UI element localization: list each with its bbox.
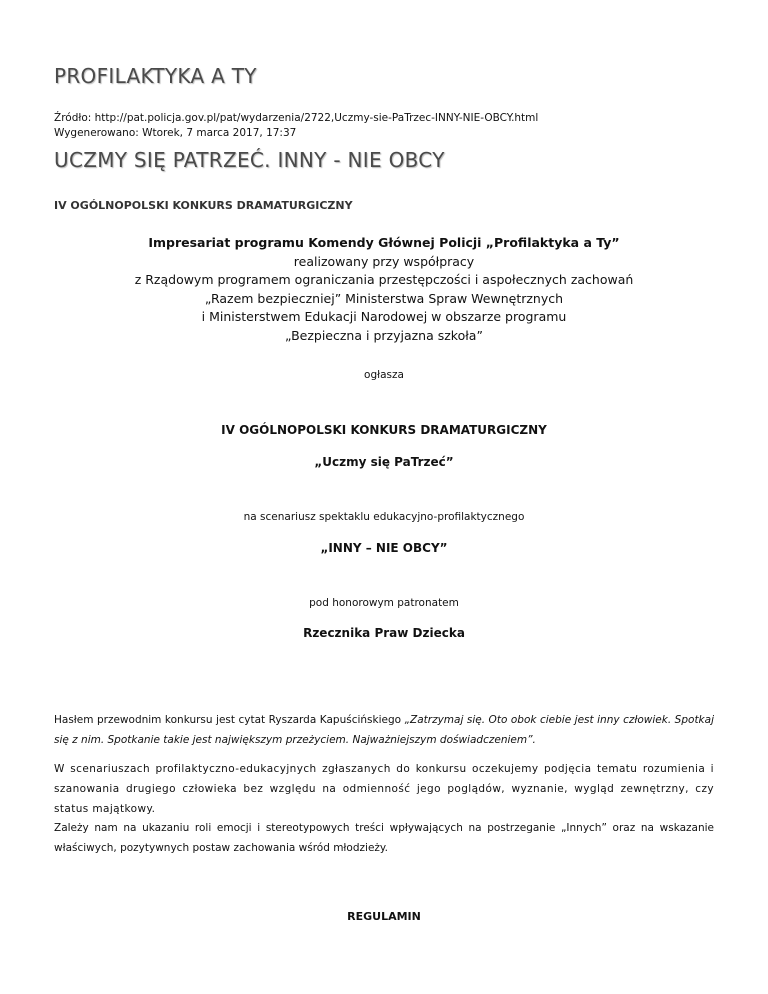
contest-motto: „Uczmy się PaTrzeć” (314, 455, 454, 469)
kapuscinski-quote: „Zatrzymaj się. Oto obok ciebie jest inny człowiek. Spotkaj się z nim. Spotkanie takie jest największym przeżyciem. Najważniejszym doświadczeniem”. (54, 714, 714, 746)
patronage-text: pod honorowym patronatem (309, 597, 459, 609)
generated-date: Wygenerowano: Wtorek, 7 marca 2017, 17:37 (54, 127, 297, 139)
article-lead: IV OGÓLNOPOLSKI KONKURS DRAMATURGICZNY (54, 199, 353, 212)
source-url: Źródło: http://pat.policja.gov.pl/pat/wydarzenia/2722,Uczmy-sie-PaTrzec-INNY-NIE-OBCY.html (54, 112, 539, 124)
intro-line: „Bezpieczna i przyjazna szkoła” (285, 327, 483, 343)
intro-line: z Rządowym programem ograniczania przestępczości i aspołecznych zachowań (134, 272, 634, 287)
patron-name: Rzecznika Praw Dziecka (303, 626, 465, 640)
paragraph-emotions: Zależy nam na ukazaniu roli emocji i stereotypowych treści wpływających na postrzeganie „Innych” oraz na wskazanie właściwych, pozytywnych postaw zachowania wśród młodzieży. (54, 822, 714, 854)
article-title: UCZMY SIĘ PATRZEĆ. INNY - NIE OBCY (54, 148, 445, 172)
paragraph-motto-prefix: Hasłem przewodnim konkursu jest cytat Ryszarda Kapuścińskiego (54, 714, 405, 726)
intro-line: Impresariat programu Komendy Głównej Policji „Profilaktyka a Ty” (148, 235, 620, 250)
intro-line: „Razem bezpieczniej” Ministerstwa Spraw Wewnętrznych (204, 290, 564, 306)
intro-block (54, 234, 714, 345)
document-meta (54, 111, 538, 141)
intro-line: i Ministerstwem Edukacji Narodowej w obszarze programu (201, 309, 567, 324)
paragraph-motto (54, 710, 714, 750)
regulamin-heading: REGULAMIN (347, 910, 421, 923)
announces-text: ogłasza (364, 369, 404, 381)
show-title: „INNY – NIE OBCY” (320, 541, 448, 555)
script-for-text: na scenariusz spektaklu edukacyjno-profilaktycznego (243, 511, 525, 523)
contest-name: IV OGÓLNOPOLSKI KONKURS DRAMATURGICZNY (221, 423, 547, 437)
intro-line: realizowany przy współpracy (293, 253, 475, 269)
paragraph-scenarios: W scenariuszach profilaktyczno-edukacyjnych zgłaszanych do konkursu oczekujemy podjęcia tematu rozumienia i szanowania drugiego człowieka bez względu na odmienność jego poglądów, wyznanie, wygląd zewnętrzny, czy status majątkowy. (54, 763, 714, 815)
site-title: PROFILAKTYKA A TY (54, 64, 257, 88)
